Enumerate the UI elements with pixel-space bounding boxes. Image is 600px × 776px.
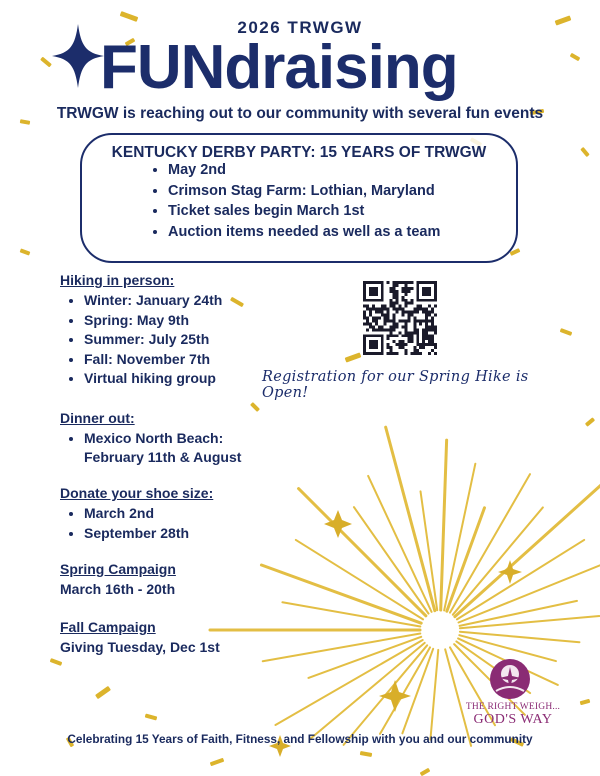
list-item: • Summer: July 25th [84,330,222,350]
registration-note: Registration for our Spring Hike is Open! [262,369,529,401]
logo-tagline: THE RIGHT WEIGH... [465,702,561,712]
logo-name: GOD'S WAY [473,712,553,727]
ministry-logo-icon [488,657,532,701]
list-item: • May 2nd [168,160,440,181]
fundraising-title: FUNdraising [100,33,458,102]
hiking-list [60,291,222,389]
list-item: • Spring: May 9th [84,311,222,331]
year-line: 2026 TRWGW [237,18,363,37]
derby-title: KENTUCKY DERBY PARTY: 15 YEARS OF TRWGW [111,144,487,161]
tagline: TRWGW is reaching out to our community with several fun events [56,105,544,122]
hiking-heading: Hiking in person: [60,272,175,288]
list-item: • Winter: January 24th [84,291,222,311]
shoe-list [60,504,189,543]
qr-code[interactable] [363,281,437,355]
spring-campaign-dates: March 16th - 20th [60,581,176,597]
dinner-dates: February 11th & August [84,449,242,465]
sparkle-star-icon [52,24,104,88]
list-item: • Ticket sales begin March 1st [168,201,440,222]
derby-details-list [150,160,440,242]
list-item: • September 28th [84,524,189,544]
derby-party-box [80,133,518,263]
list-item: • Crimson Stag Farm: Lothian, Maryland [168,181,440,202]
dinner-heading: Dinner out: [60,410,135,426]
list-item: • Auction items needed as well as a team [168,222,440,243]
footer-text: Celebrating 15 Years of Faith, Fitness, and Fellowship with you and our community [67,732,533,746]
list-item: • Mexico North Beach: [84,429,223,449]
list-item: • March 2nd [84,504,189,524]
shoe-heading: Donate your shoe size: [60,485,214,501]
dinner-list [60,429,223,449]
fall-campaign-dates: Giving Tuesday, Dec 1st [60,639,220,655]
fall-campaign-heading: Fall Campaign [60,619,156,635]
spring-campaign-heading: Spring Campaign [60,561,176,577]
list-item: • Fall: November 7th [84,350,222,370]
list-item: • Virtual hiking group [84,369,222,389]
